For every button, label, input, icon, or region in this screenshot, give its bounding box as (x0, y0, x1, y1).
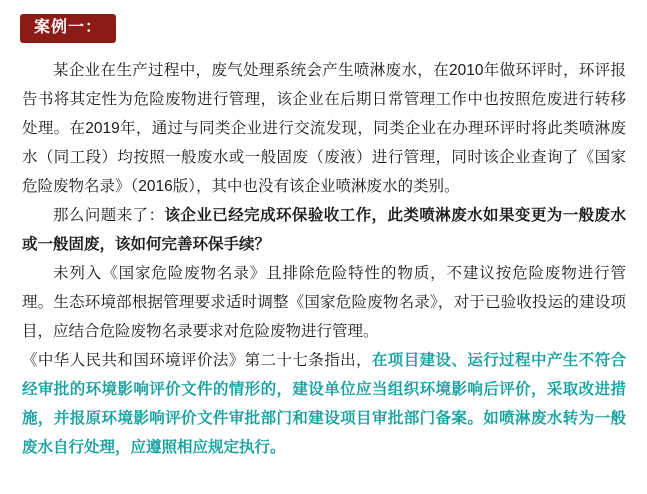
paragraph-4-run-2-highlight: 在项目建设、运行过程中产生不符合经审批的环境影响评价文件的情形的，建设单位应当组织环境影响后评价，采取改进措施，并报原环境影响评价文件审批部门和建设项目审批部门备案。如喷淋废水转为一般废水自行处理，应遵照相应规定执行。 (22, 352, 626, 456)
document-body (22, 56, 626, 462)
paragraph-2-run-2-bold: 该企业已经完成环保验收工作，此类喷淋废水如果变更为一般废水或一般固废，该如何完善环保手续？ (22, 207, 626, 253)
paragraph-3-run-1: 未列入《国家危险废物名录》且排除危险特性的物质，不建议按危险废物进行管理。生态环境部根据管理要求适时调整《国家危险废物名录》，对于已验收投运的建设项目，应结合危险废物名录要求对危险废物进行管理。 (22, 265, 626, 340)
paragraph-2-run-1: 那么问题来了： (53, 207, 165, 224)
paragraph-3 (22, 259, 626, 346)
case-label-badge: 案例一： (20, 14, 116, 43)
paragraph-4-run-1: 《中华人民共和国环境评价法》第二十七条指出， (22, 352, 372, 369)
paragraph-1 (22, 56, 626, 201)
paragraph-1-run-1: 某企业在生产过程中，废气处理系统会产生喷淋废水，在2010年做环评时，环评报告书将其定性为危险废物进行管理，该企业在后期日常管理工作中也按照危废进行转移处理。在2019年，通过与同类企业进行交流发现，同类企业在办理环评时将此类喷淋废水（同工段）均按照一般废水或一般固废（废液）进行管理，同时该企业查询了《国家危险废物名录》（2016版），其中也没有该企业喷淋废水的类别。 (22, 62, 626, 195)
paragraph-2 (22, 201, 626, 259)
paragraph-4 (22, 346, 626, 462)
